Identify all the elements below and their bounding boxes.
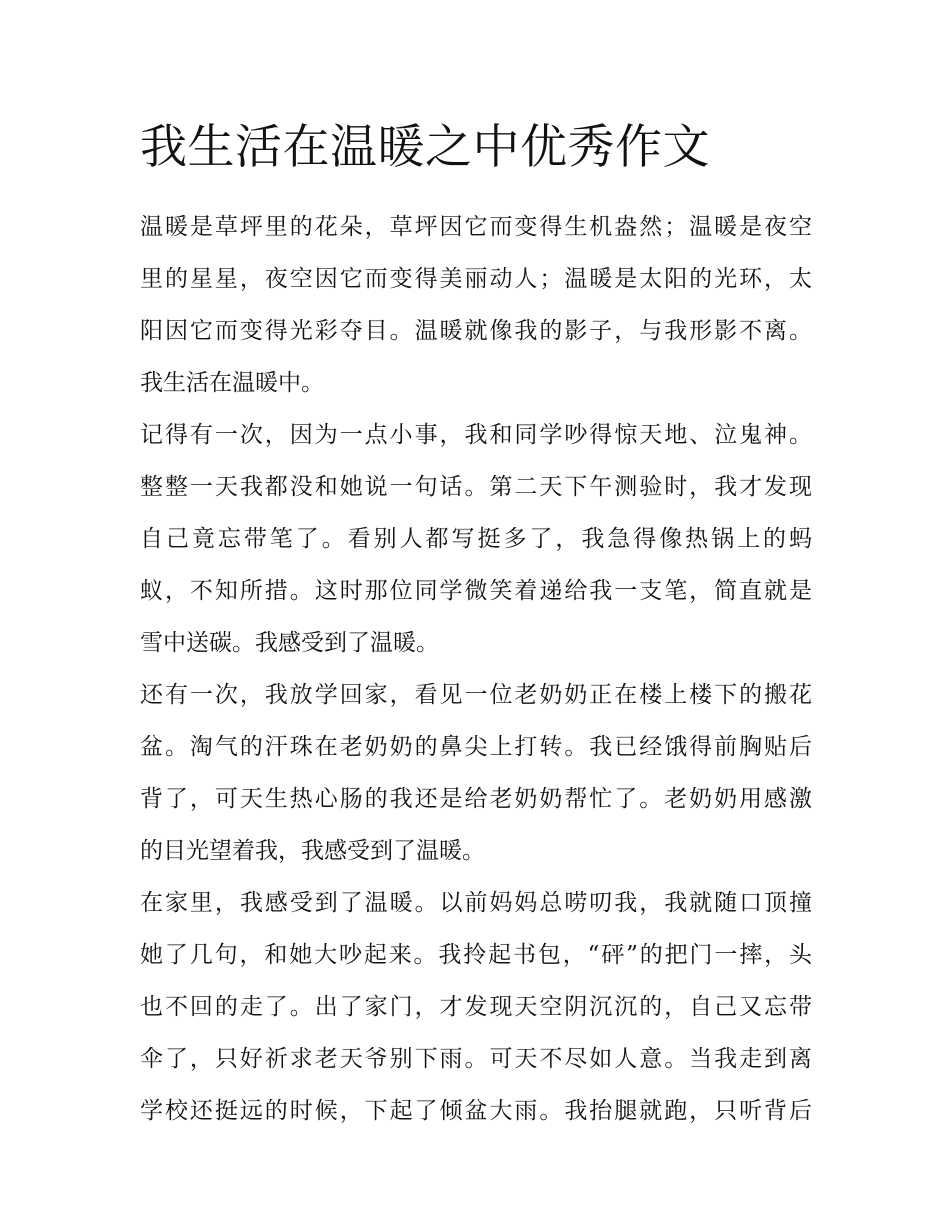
text-line: 学校还挺远的时候，下起了倾盆大雨。我抬腿就跑，只听背后 [140,1098,812,1124]
text-line: 背了，可天生热心肠的我还是给老奶奶帮忙了。老奶奶用感激 [140,786,812,812]
text-line: 在家里，我感受到了温暖。以前妈妈总唠叨我，我就随口顶撞 [140,890,812,916]
text-line: 整整一天我都没和她说一句话。第二天下午测验时，我才发现 [140,474,812,500]
essay-body [140,201,812,1137]
text-line: 盆。淘气的汗珠在老奶奶的鼻尖上打转。我已经饿得前胸贴后 [140,734,812,760]
text-line: 蚁，不知所措。这时那位同学微笑着递给我一支笔，简直就是 [140,578,812,604]
text-line: 阳因它而变得光彩夺目。温暖就像我的影子，与我形影不离。 [140,318,812,344]
text-line: 的目光望着我，我感受到了温暖。 [140,838,485,864]
text-line: 我生活在温暖中。 [140,370,324,396]
text-line: 她了几句，和她大吵起来。我拎起书包，“砰”的把门一摔，头 [140,942,812,968]
text-line: 温暖是草坪里的花朵，草坪因它而变得生机盎然；温暖是夜空 [140,214,812,240]
text-line: 里的星星，夜空因它而变得美丽动人；温暖是太阳的光环，太 [140,266,812,292]
text-line: 雪中送碳。我感受到了温暖。 [140,630,439,656]
text-line: 自己竟忘带笔了。看别人都写挺多了，我急得像热锅上的蚂 [140,526,812,552]
text-line: 也不回的走了。出了家门，才发现天空阴沉沉的，自己又忘带 [140,994,812,1020]
page-title: 我生活在温暖之中优秀作文 [140,120,710,175]
text-line: 记得有一次，因为一点小事，我和同学吵得惊天地、泣鬼神。 [140,422,812,448]
text-line: 伞了，只好祈求老天爷别下雨。可天不尽如人意。当我走到离 [140,1046,812,1072]
text-line: 还有一次，我放学回家，看见一位老奶奶正在楼上楼下的搬花 [140,682,812,708]
